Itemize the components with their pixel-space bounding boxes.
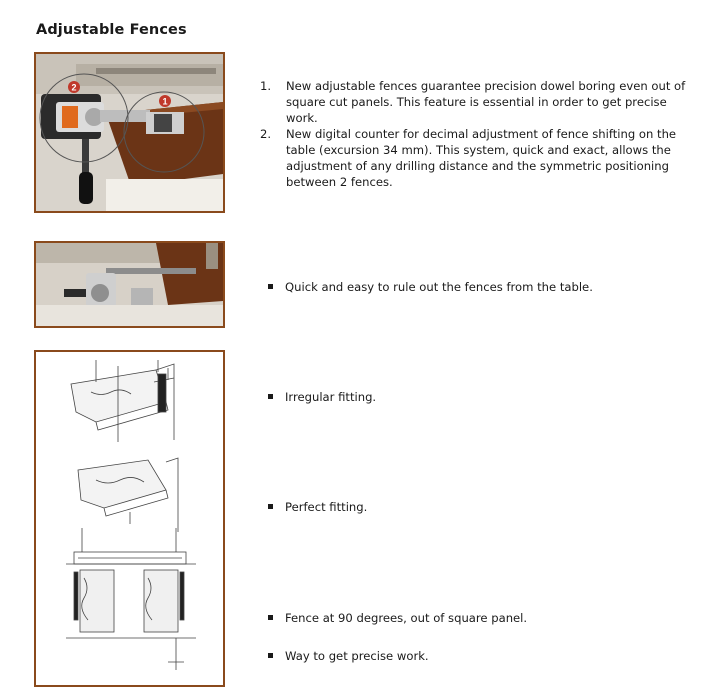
bullet-item-perfect-fitting (268, 499, 367, 515)
fence-photo-closeup (34, 52, 225, 213)
bullet-text: Irregular fitting. (285, 390, 377, 404)
svg-text:1: 1 (162, 96, 168, 107)
bullet-item-irregular-fitting (268, 389, 376, 405)
bullet-text: Way to get precise work. (285, 649, 429, 663)
list-item (260, 78, 700, 126)
bullet-item-precise-work (268, 648, 429, 664)
bullet-square-icon (268, 394, 273, 399)
bullet-text: Quick and easy to rule out the fences from the table. (285, 280, 593, 294)
marker-1 (159, 95, 171, 107)
bullet-item-fence-90-degrees (268, 610, 527, 626)
bullet-text: Fence at 90 degrees, out of square panel. (285, 611, 528, 625)
fence-photo-removal (34, 241, 225, 328)
bullet-square-icon (268, 653, 273, 658)
fitting-technical-drawings (36, 352, 223, 685)
fitting-drawings (34, 350, 225, 687)
fence-removal-illustration (36, 243, 223, 326)
bullet-square-icon (268, 284, 273, 289)
list-item-text: New digital counter for decimal adjustment of fence shifting on the table (excursion 34 mm). This system, quick and exact, allows the adjustment of any drilling distance and the symmetric positioning between 2 fences. (286, 127, 677, 189)
bullet-square-icon (268, 615, 273, 620)
page-title: Adjustable Fences (36, 22, 187, 38)
bullet-item-quick-rule-out (268, 279, 593, 295)
svg-text:2: 2 (71, 82, 77, 93)
list-item-text: New adjustable fences guarantee precision dowel boring even out of square cut panels. This feature is essential in order to get precise work. (286, 79, 686, 125)
feature-list (260, 78, 700, 190)
bullet-square-icon (268, 504, 273, 509)
list-item (260, 126, 700, 190)
fence-closeup-illustration (36, 54, 223, 211)
list-item-number: 1. (260, 79, 272, 93)
list-item-number: 2. (260, 127, 272, 141)
bullet-text: Perfect fitting. (285, 500, 368, 514)
marker-2 (68, 81, 80, 93)
